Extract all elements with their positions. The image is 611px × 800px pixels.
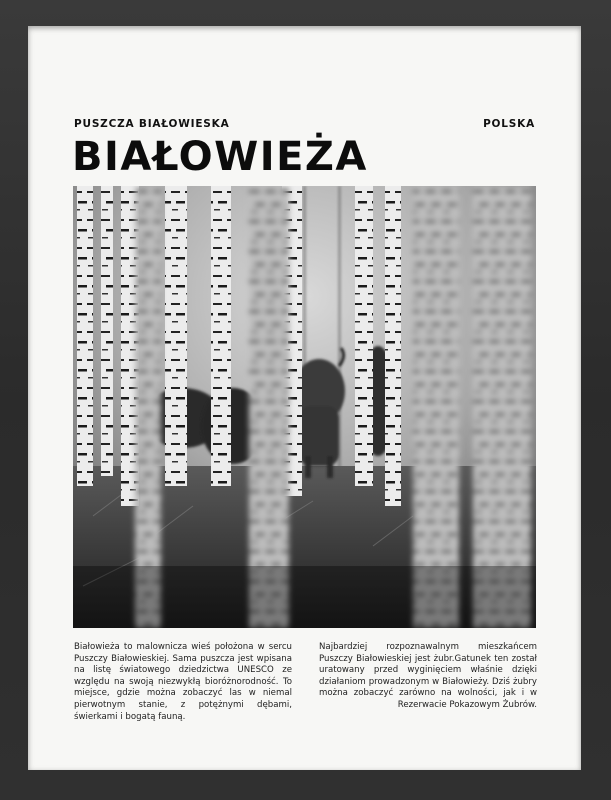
- description: [74, 642, 537, 723]
- region-label: PUSZCZA BIAŁOWIESKA: [74, 118, 230, 130]
- description-left-column: Białowieża to malownicza wieś położona w sercu Puszczy Białowieskiej. Sama puszcza jest wpisana na listę światowego dziedzictwa UNESCO ze względu na swoją niezwykłą bioróżnorodność. To miejsce, gdzie można zobaczyć las w niemal pierwotnym stanie, z potężnymi dębami, świerkami i bogatą fauną.: [74, 642, 292, 722]
- poster-header: [74, 118, 535, 130]
- poster-title: BIAŁOWIEŻA: [72, 134, 368, 180]
- description-right-column: Najbardziej rozpoznawalnym mieszkańcem Puszczy Białowieskiej jest żubr.Gatunek ten został uratowany przed wyginięciem właśnie dzięki działaniom prowadzonym w Białowieży. Dziś żubry można zobaczyć zarówno na wolności, jak i w Rezerwacie Pokazowym Żubrów.: [319, 642, 537, 710]
- poster: [28, 26, 581, 770]
- bison-photo: [73, 186, 536, 628]
- forest-scene-image: [73, 186, 536, 628]
- country-label: POLSKA: [483, 118, 535, 130]
